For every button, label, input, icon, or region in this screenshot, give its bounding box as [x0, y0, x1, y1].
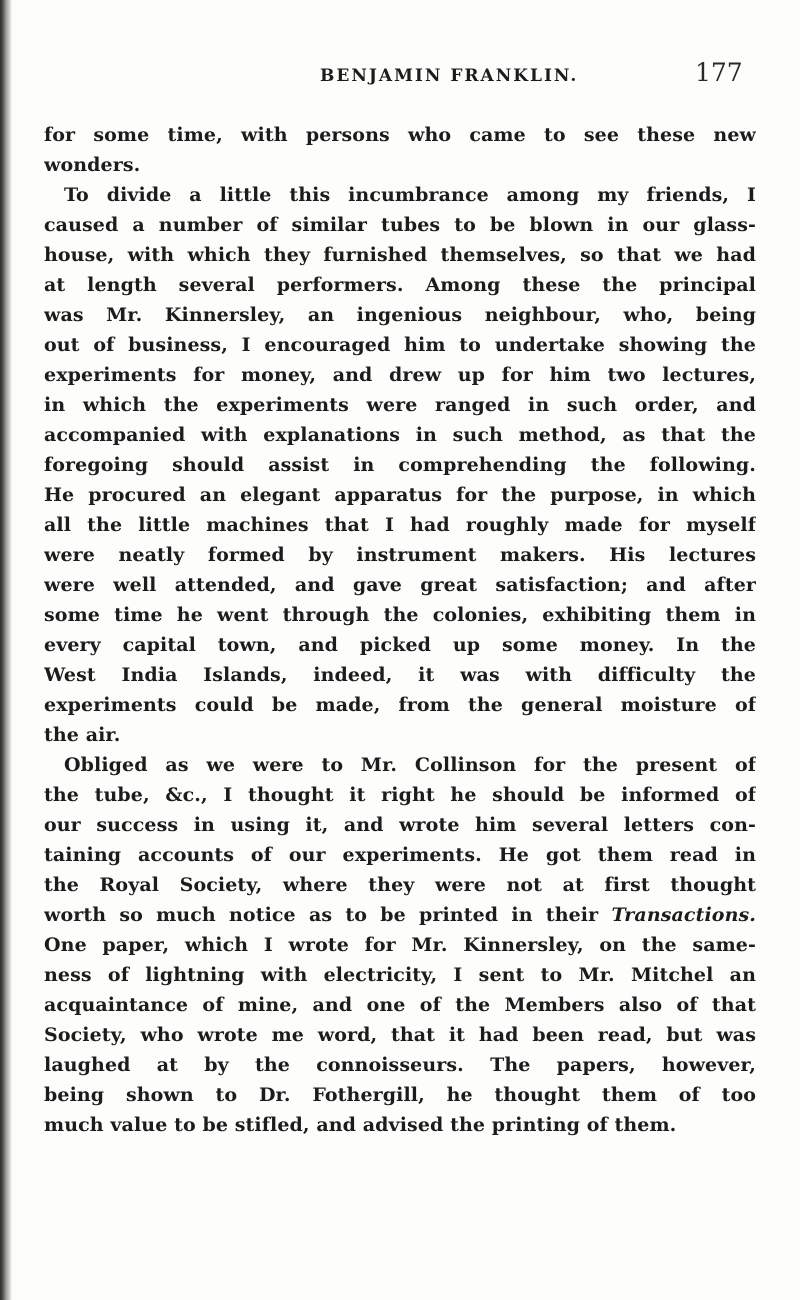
- text-line: for some time, with persons who came to see these new: [44, 124, 756, 146]
- text-line: being shown to Dr. Fothergill, he thought them of too: [44, 1084, 756, 1106]
- text-line: He procured an elegant apparatus for the purpose, in which: [44, 484, 756, 506]
- text-line: caused a number of similar tubes to be blown in our glass-: [44, 214, 756, 236]
- text-line: out of business, I encouraged him to undertake showing the: [44, 334, 756, 356]
- text-line: taining accounts of our experiments. He got them read in: [44, 844, 756, 866]
- text-line: at length several performers. Among these the principal: [44, 274, 756, 296]
- text-line: foregoing should assist in comprehending the following.: [44, 454, 756, 476]
- running-head: BENJAMIN FRANKLIN.: [320, 66, 579, 86]
- text-line: the Royal Society, where they were not at first thought: [44, 874, 756, 896]
- text-line: our success in using it, and wrote him several letters con-: [44, 814, 756, 836]
- text-line: Society, who wrote me word, that it had been read, but was: [44, 1024, 756, 1046]
- text-line: Obliged as we were to Mr. Collinson for the present of: [64, 754, 756, 776]
- text-line: the air.: [44, 724, 121, 746]
- text-line: all the little machines that I had roughly made for myself: [44, 514, 756, 536]
- text-line: To divide a little this incumbrance among my friends, I: [64, 184, 756, 206]
- body-text: [44, 120, 756, 1140]
- text-line: were well attended, and gave great satisfaction; and after: [44, 574, 756, 596]
- text-line: experiments could be made, from the general moisture of: [44, 694, 756, 716]
- text-line: acquaintance of mine, and one of the Members also of that: [44, 994, 756, 1016]
- page-header: [0, 58, 800, 88]
- text-line: laughed at by the connoisseurs. The papers, however,: [44, 1054, 756, 1076]
- text-line: One paper, which I wrote for Mr. Kinnersley, on the same-: [44, 934, 756, 956]
- line-text: worth so much notice as to be printed in their: [44, 904, 599, 926]
- text-line: ness of lightning with electricity, I sent to Mr. Mitchel an: [44, 964, 756, 986]
- text-line: West India Islands, indeed, it was with difficulty the: [44, 664, 756, 686]
- italic-title-transactions: Transactions.: [611, 904, 756, 926]
- text-line: accompanied with explanations in such method, as that the: [44, 424, 756, 446]
- text-line: the tube, &c., I thought it right he should be informed of: [44, 784, 756, 806]
- text-line: experiments for money, and drew up for him two lectures,: [44, 364, 756, 386]
- text-line: were neatly formed by instrument makers. His lectures: [44, 544, 756, 566]
- text-line: wonders.: [44, 154, 141, 176]
- book-spine-shadow: [0, 0, 12, 1300]
- text-line: much value to be stifled, and advised the printing of them.: [44, 1114, 677, 1136]
- text-line: was Mr. Kinnersley, an ingenious neighbour, who, being: [44, 304, 756, 326]
- text-line: house, with which they furnished themselves, so that we had: [44, 244, 756, 266]
- text-line-with-italic: [44, 900, 756, 930]
- text-line: some time he went through the colonies, exhibiting them in: [44, 604, 756, 626]
- text-line: in which the experiments were ranged in such order, and: [44, 394, 756, 416]
- page-number: 177: [695, 58, 743, 87]
- text-line: every capital town, and picked up some money. In the: [44, 634, 756, 656]
